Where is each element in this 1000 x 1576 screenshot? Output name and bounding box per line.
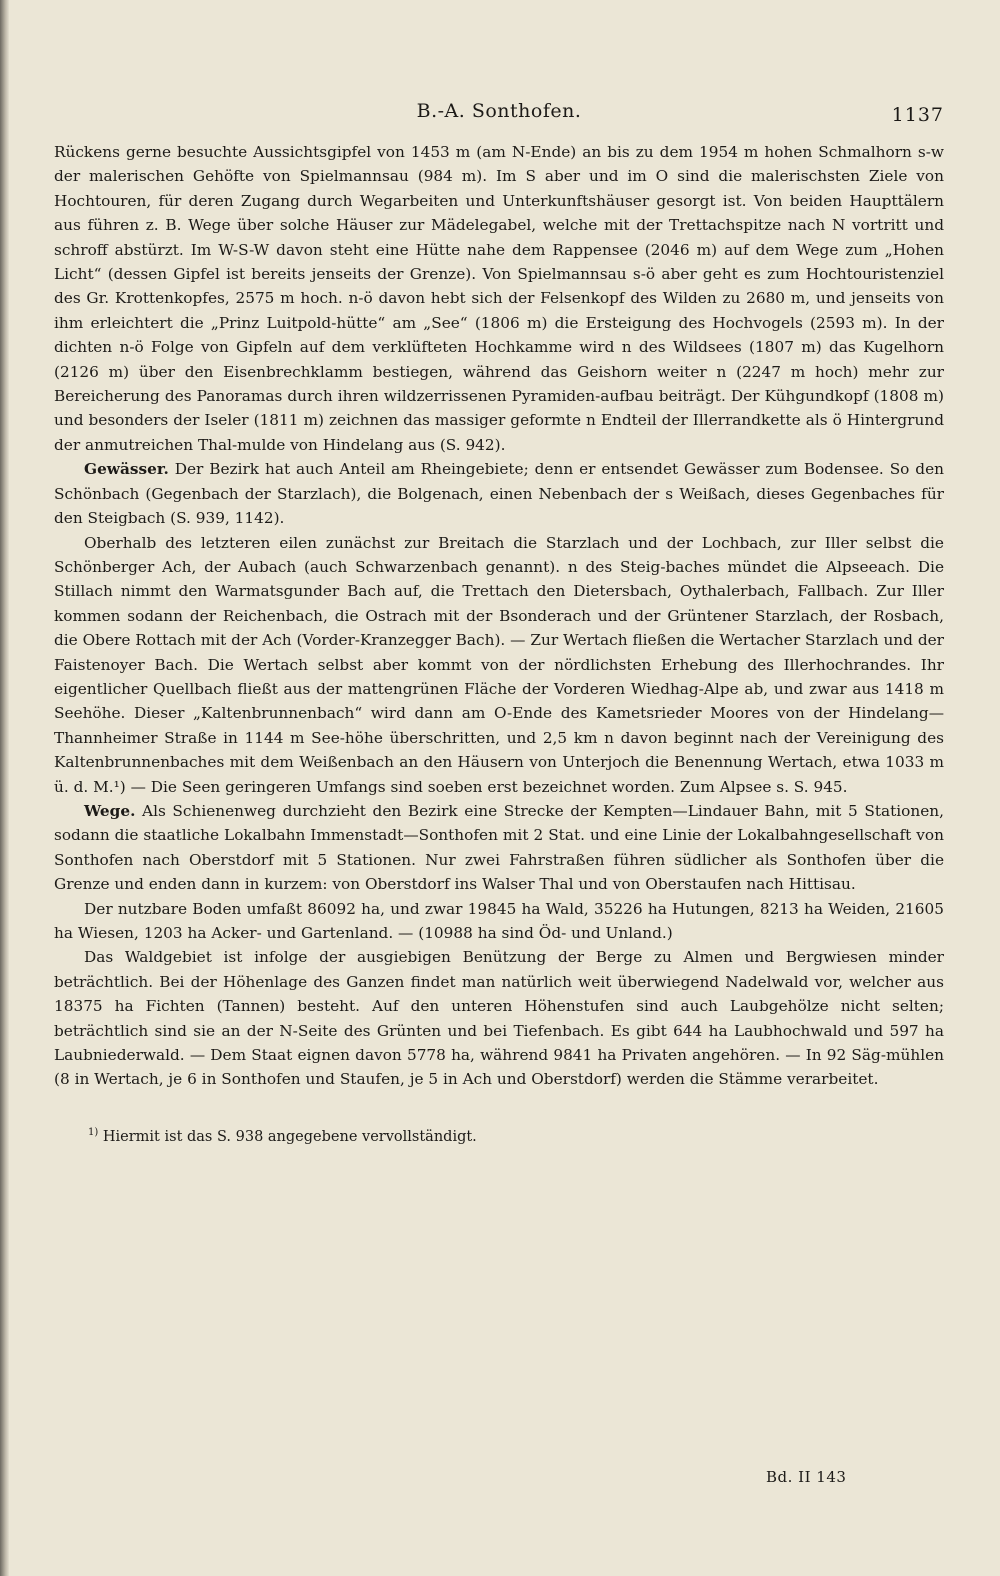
- paragraph-roads: [54, 799, 944, 897]
- paragraph-rivers: Oberhalb des letzteren eilen zunächst zur Breitach die Starzlach und der Lochbach, zur Iller selbst die Schönberger Ach, der Aubach (auch Schwarzenbach genannt). n des Steig-baches mündet die Alpseeach. Die Stillach nimmt den Warmatsgunder Bach auf, die Trettach den Dietersbach, Oythalerbach, Fallbach. Zur Iller kommen sodann der Reichenbach, die Ostrach mit der Bsonderach und der Grüntener Starzlach, der Rosbach, die Obere Rottach mit der Ach (Vorder-Kranzegger Bach). — Zur Wertach fließen die Wertacher Starzlach und der Faistenoyer Bach. Die Wertach selbst aber kommt von der nördlichsten Erhebung des Illerhochrandes. Ihr eigentlicher Quellbach fließt aus der mattengrünen Fläche der Vorderen Wiedhag-Alpe ab, und zwar aus 1418 m Seehöhe. Dieser „Kaltenbrunnenbach“ wird dann am O-Ende des Kametsrieder Moores von der Hindelang—Thannheimer Straße in 1144 m See-höhe überschritten, und 2,5 km n davon beginnt nach der Vereinigung des Kaltenbrunnenbaches mit dem Weißenbach an den Häusern von Unterjoch die Benennung Wertach, etwa 1033 m ü. d. M.¹) — Die Seen geringeren Umfangs sind soeben erst bezeichnet worden. Zum Alpsee s. S. 945.: [54, 533, 944, 796]
- paragraph-land-use: Der nutzbare Boden umfaßt 86092 ha, und zwar 19845 ha Wald, 35226 ha Hutungen, 8213 ha Weiden, 21605 ha Wiesen, 1203 ha Acker- und Gartenland. — (10988 ha sind Öd- und Unland.): [54, 899, 944, 942]
- signature-mark: Bd. II 143: [766, 1468, 847, 1486]
- paragraph-waters-text: Der Bezirk hat auch Anteil am Rheingebiete; denn er entsendet Gewässer zum Bodensee. So den Schönbach (Gegenbach der Starzlach), die Bolgenach, einen Nebenbach der s Weißach, dieses Gegenbaches für den Steigbach (S. 939, 1142).: [54, 460, 944, 528]
- footnote-text: Hiermit ist das S. 938 angegebene vervollständigt.: [102, 1128, 477, 1145]
- running-title: B.-A. Sonthofen.: [416, 100, 582, 122]
- footnote: [54, 1122, 944, 1148]
- section-lead-waters: Gewässer.: [84, 460, 169, 479]
- book-spine-shadow: [0, 0, 9, 1576]
- page-number: 1137: [891, 104, 944, 126]
- paragraph-forest: Das Waldgebiet ist infolge der ausgiebigen Benützung der Berge zu Almen und Bergwiesen minder beträchtlich. Bei der Höhenlage des Ganzen findet man natürlich weit überwiegend Nadelwald vor, welcher aus 18375 ha Fichten (Tannen) besteht. Auf den unteren Höhenstufen sind auch Laubgehölze nicht selten; beträchtlich sind sie an der N-Seite des Grünten und bei Tiefenbach. Es gibt 644 ha Laubhochwald und 597 ha Laubniederwald. — Dem Staat eignen davon 5778 ha, während 9841 ha Privaten angehören. — In 92 Säg-mühlen (8 in Wertach, je 6 in Sonthofen und Staufen, je 5 in Ach und Oberstdorf) werden die Stämme verarbeitet.: [54, 948, 944, 1089]
- footnote-marker: 1): [88, 1126, 99, 1138]
- section-lead-roads: Wege.: [84, 801, 136, 820]
- document-page: [54, 96, 944, 1148]
- running-header: [54, 96, 944, 140]
- paragraph-roads-text: Als Schienenweg durchzieht den Bezirk eine Strecke der Kempten—Lindauer Bahn, mit 5 Stationen, sodann die staatliche Lokalbahn Immenstadt—Sonthofen mit 2 Stat. und eine Linie der Lokalbahngesellschaft von Sonthofen nach Oberstdorf mit 5 Stationen. Nur zwei Fahrstraßen führen südlicher als Sonthofen über die Grenze und enden dann in kurzem: von Oberstdorf ins Walser Thal und von Oberstaufen nach Hittisau.: [54, 801, 944, 894]
- paragraph-mountains: Rückens gerne besuchte Aussichtsgipfel von 1453 m (am N-Ende) an bis zu dem 1954 m hohen Schmalhorn s-w der malerischen Gehöfte von Spielmannsau (984 m). Im S aber und im O sind die malerischsten Ziele von Hochtouren, für deren Zugang durch Wegarbeiten und Unterkunftshäuser gesorgt ist. Von beiden Haupttälern aus führen z. B. Wege über solche Häuser zur Mädelegabel, welche mit der Trettachspitze nach N vortritt und schroff abstürzt. Im W-S-W davon steht eine Hütte nahe dem Rappensee (2046 m) auf dem Wege zum „Hohen Licht“ (dessen Gipfel ist bereits jenseits der Grenze). Von Spielmannsau s-ö aber geht es zum Hochtouristenziel des Gr. Krottenkopfes, 2575 m hoch. n-ö davon hebt sich der Felsenkopf des Wilden zu 2680 m, und jenseits von ihm erleichtert die „Prinz Luitpold-hütte“ am „See“ (1806 m) die Ersteigung des Hochvogels (2593 m). In der dichten n-ö Folge von Gipfeln auf dem verklüfteten Hochkamme wird n des Wildsees (1807 m) das Kugelhorn (2126 m) über den Eisenbrechklamm bestiegen, während das Geishorn weiter n (2247 m hoch) mehr zur Bereicherung des Panoramas durch ihren wildzerrissenen Pyramiden-aufbau beiträgt. Der Kühgundkopf (1808 m) und besonders der Iseler (1811 m) zeichnen das massiger geformte n Endteil der Illerrandkette als ö Hintergrund der anmutreichen Thal-mulde von Hindelang aus (S. 942).: [54, 143, 944, 454]
- paragraph-waters: [54, 457, 944, 530]
